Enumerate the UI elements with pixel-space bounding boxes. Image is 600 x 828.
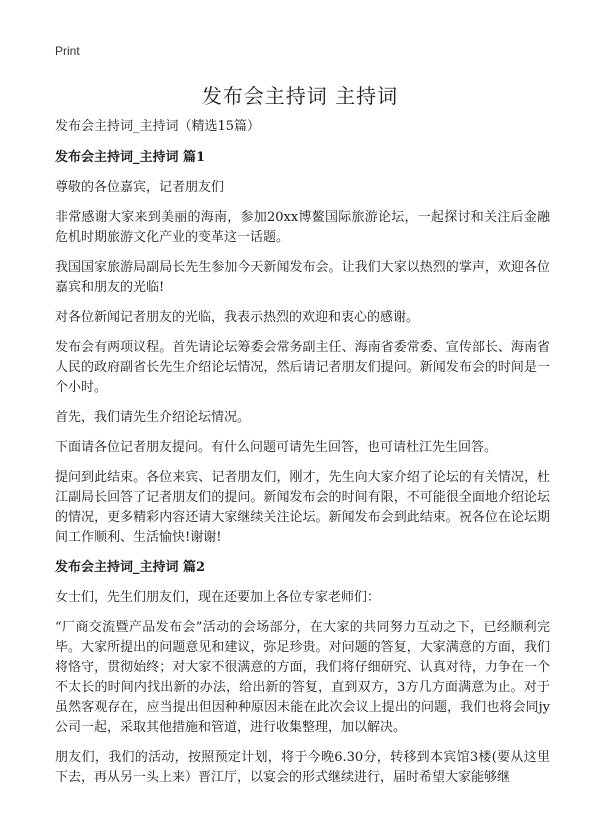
- paragraph: 非常感谢大家来到美丽的海南，参加20xx博鳌国际旅游论坛，一起探讨和关注后金融危机时期旅游文化产业的变革这一话题。: [55, 210, 550, 245]
- print-label[interactable]: Print: [55, 44, 80, 58]
- paragraph: 我国国家旅游局副局长先生参加今天新闻发布会。让我们大家以热烈的掌声，欢迎各位嘉宾和朋友的光临!: [55, 260, 550, 295]
- page-title: 发布会主持词 主持词: [201, 84, 399, 108]
- paragraph: 首先，我们请先生介绍论坛情况。: [55, 410, 251, 425]
- section-heading: 发布会主持词_主持词 篇1: [55, 150, 206, 165]
- paragraph: 发布会有两项议程。首先请论坛筹委会常务副主任、海南省委常委、宣传部长、海南省人民的政府副省长先生介绍论坛情况，然后请记者朋友们提问。新闻发布会的时间是一个小时。: [55, 340, 550, 395]
- paragraph: 朋友们，我们的活动，按照预定计划，将于今晚6.30分，转移到本宾馆3楼(要从这里下去，再从另一头上来）晋江厅，以宴会的形式继续进行，届时希望大家能够继: [55, 750, 550, 785]
- paragraph: 尊敬的各位嘉宾，记者朋友们: [55, 180, 225, 195]
- document-subtitle: 发布会主持词_主持词（精选15篇）: [55, 119, 261, 134]
- section-heading: 发布会主持词_主持词 篇2: [55, 560, 206, 575]
- document-body: [55, 117, 550, 798]
- paragraph: 女士们，先生们朋友们，现在还要加上各位专家老师们：: [55, 590, 381, 605]
- paragraph: 对各位新闻记者朋友的光临，我表示热烈的欢迎和衷心的感谢。: [55, 310, 420, 325]
- paragraph: “厂商交流暨产品发布会”活动的会场部分，在大家的共同努力互动之下，已经顺利完毕。大家所提出的问题意见和建议，弥足珍贵。对问题的答复，大家满意的方面，我们将恪守，贯彻始终；对大家不很满意的方面，我们将仔细研究、认真对待，力争在一个不太长的时间内找出新的办法，给出新的答复，直到双方，3方几方面满意为止。对于虽然客观存在，应当提出但因种种原因未能在此次会议上提出的问题，我们也将会同jy公司一起，采取其他措施和管道，进行收集整理，加以解决。: [55, 620, 550, 735]
- paragraph: 提问到此结束。各位来宾、记者朋友们，刚才，先生向大家介绍了论坛的有关情况，杜江副局长回答了记者朋友们的提问。新闻发布会的时间有限，不可能很全面地介绍论坛的情况，更多精彩内容还请大家继续关注论坛。新闻发布会到此结束。祝各位在论坛期间工作顺利、生活愉快!谢谢!: [55, 470, 550, 545]
- paragraph: 下面请各位记者朋友提问。有什么问题可请先生回答，也可请杜江先生回答。: [55, 440, 498, 455]
